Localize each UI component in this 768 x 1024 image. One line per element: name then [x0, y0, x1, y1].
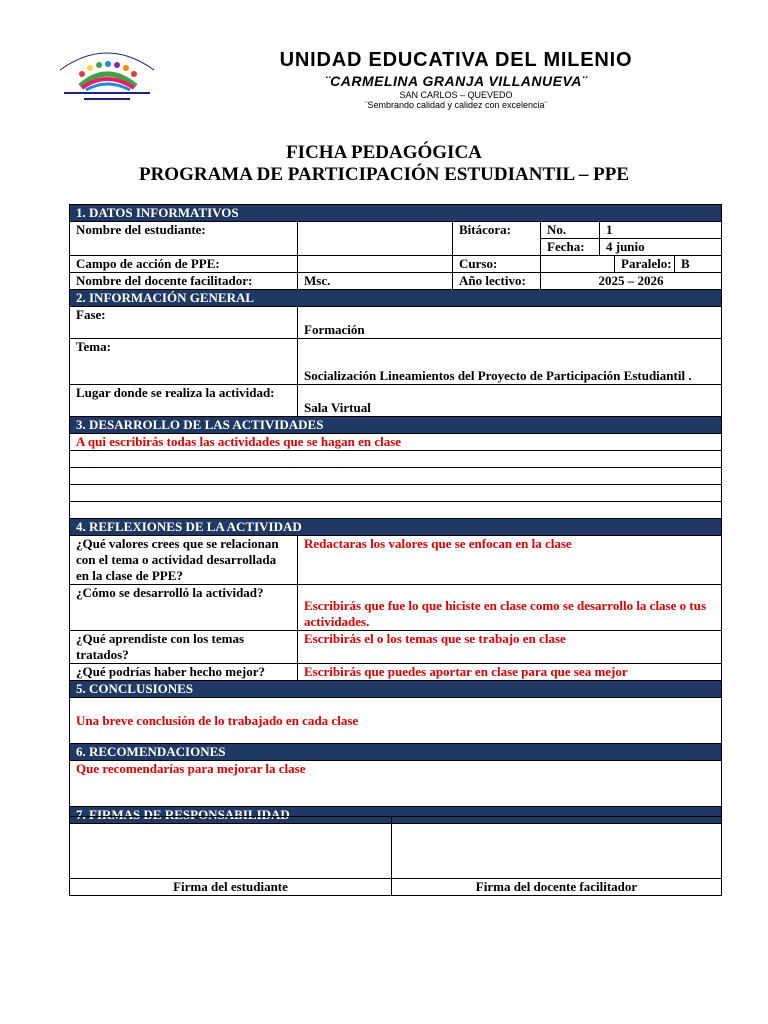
bitacora-fecha-value[interactable]: 4 junio: [600, 239, 722, 256]
bitacora-no-label: No.: [541, 222, 600, 239]
desarrollo-line[interactable]: [70, 502, 722, 519]
school-header: [186, 48, 726, 110]
bitacora-fecha-label: Fecha:: [541, 239, 600, 256]
reflexion-answer[interactable]: Redactaras los valores que se enfocan en la clase: [298, 536, 722, 585]
reflexion-answer[interactable]: Escribirás el o los temas que se trabajo en clase: [298, 631, 722, 664]
bitacora-no-value[interactable]: 1: [600, 222, 722, 239]
anio-label: Año lectivo:: [453, 273, 541, 290]
school-subtitle: ¨CARMELINA GRANJA VILLANUEVA¨: [324, 73, 588, 89]
curso-field[interactable]: [541, 256, 615, 273]
signature-table: [69, 816, 722, 896]
student-name-label: Nombre del estudiante:: [70, 222, 298, 256]
school-location: SAN CARLOS – QUEVEDO: [399, 90, 513, 100]
campo-label: Campo de acción de PPE:: [70, 256, 298, 273]
reflexion-question: ¿Qué valores crees que se relacionan con el tema o actividad desarrollada en la clase de PPE?: [70, 536, 298, 585]
recomendaciones-text[interactable]: Que recomendarías para mejorar la clase: [70, 761, 722, 807]
student-signature-label: Firma del estudiante: [70, 879, 392, 896]
paralelo-label: Paralelo:: [615, 256, 675, 273]
school-logo: [52, 40, 162, 108]
section-heading-conclusiones: 5. CONCLUSIONES: [70, 681, 722, 698]
docente-value[interactable]: Msc.: [298, 273, 453, 290]
teacher-signature-box[interactable]: [392, 817, 722, 879]
teacher-signature-label: Firma del docente facilitador: [392, 879, 722, 896]
tema-value[interactable]: Socialización Lineamientos del Proyecto de Participación Estudiantil .: [298, 339, 722, 385]
form-table: [69, 204, 722, 824]
form-title: FICHA PEDAGÓGICA: [286, 142, 482, 163]
tema-label: Tema:: [70, 339, 298, 385]
fase-label: Fase:: [70, 307, 298, 339]
school-motto: ¨Sembrando calidad y calidez con excelencia¨: [364, 100, 548, 110]
form-subtitle: PROGRAMA DE PARTICIPACIÓN ESTUDIANTIL – PPE: [138, 164, 630, 185]
school-name: UNIDAD EDUCATIVA DEL MILENIO: [279, 49, 633, 71]
reflexion-answer[interactable]: Escribirás que puedes aportar en clase para que sea mejor: [298, 664, 722, 681]
desarrollo-line[interactable]: [70, 451, 722, 468]
desarrollo-instruction[interactable]: A qui escribirás todas las actividades que se hagan en clase: [70, 434, 722, 451]
curso-label: Curso:: [453, 256, 541, 273]
section-heading-reflexiones: 4. REFLEXIONES DE LA ACTIVIDAD: [70, 519, 722, 536]
reflexion-question: ¿Qué podrías haber hecho mejor?: [70, 664, 298, 681]
anio-value[interactable]: 2025 – 2026: [541, 273, 722, 290]
student-signature-box[interactable]: [70, 817, 392, 879]
section-heading-recomendaciones: 6. RECOMENDACIONES: [70, 744, 722, 761]
desarrollo-line[interactable]: [70, 485, 722, 502]
lugar-label: Lugar donde se realiza la actividad:: [70, 385, 298, 417]
section-heading-datos: 1. DATOS INFORMATIVOS: [70, 205, 722, 222]
desarrollo-line[interactable]: [70, 468, 722, 485]
section-heading-firmas: 7. FIRMAS DE RESPONSABILIDAD: [70, 807, 722, 824]
docente-label: Nombre del docente facilitador:: [70, 273, 298, 290]
campo-field[interactable]: [298, 256, 453, 273]
conclusiones-text[interactable]: Una breve conclusión de lo trabajado en cada clase: [70, 698, 722, 744]
reflexion-question: ¿Cómo se desarrolló la actividad?: [70, 585, 298, 631]
section-heading-informacion: 2. INFORMACIÓN GENERAL: [70, 290, 722, 307]
section-heading-desarrollo: 3. DESARROLLO DE LAS ACTIVIDADES: [70, 417, 722, 434]
bitacora-label: Bitácora:: [453, 222, 541, 256]
reflexion-answer[interactable]: Escribirás que fue lo que hiciste en clase como se desarrollo la clase o tus actividades.: [298, 585, 722, 631]
lugar-value[interactable]: Sala Virtual: [298, 385, 722, 417]
paralelo-value[interactable]: B: [675, 256, 722, 273]
reflexion-question: ¿Qué aprendiste con los temas tratados?: [70, 631, 298, 664]
fase-value[interactable]: Formación: [298, 307, 722, 339]
student-name-field[interactable]: [298, 222, 453, 256]
